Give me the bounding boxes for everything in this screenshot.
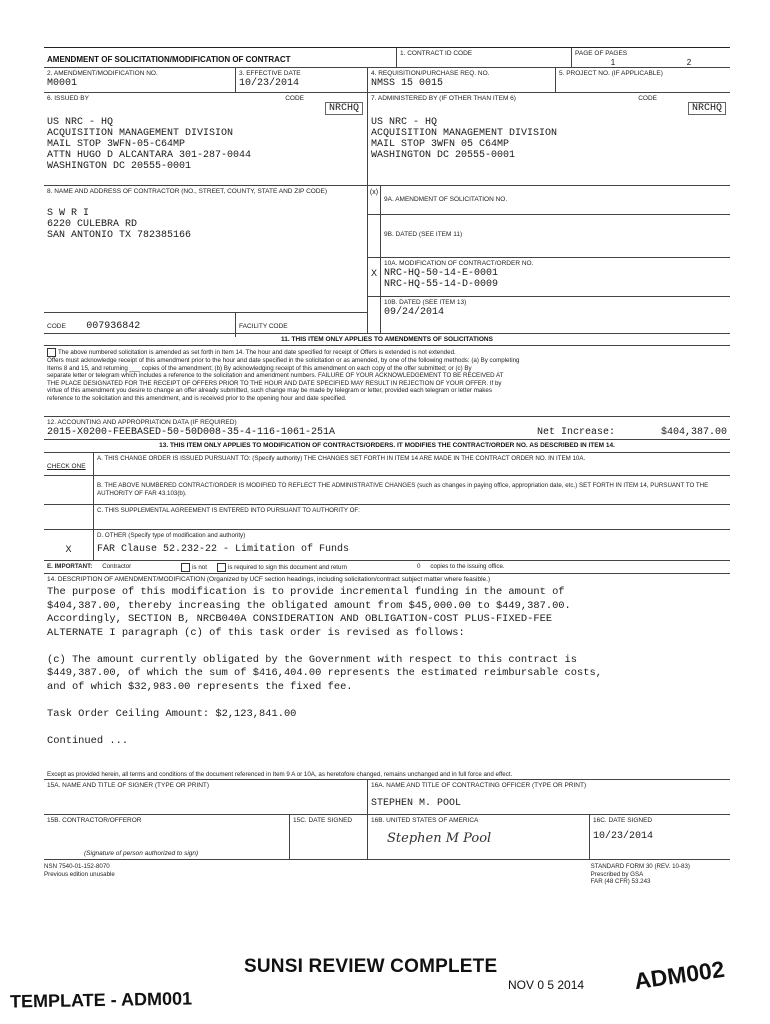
item-11-line: reference to the solicitation and this amendment, and is received prior to the opening hour and date specified. [47, 394, 347, 402]
dated-10b-label: 10B. DATED (SEE ITEM 13) [384, 299, 467, 306]
contract-id-code-label: 1. CONTRACT ID CODE [400, 50, 473, 57]
accounting-value: 2015-X0200-FEEBASED-50-50D008-35-4-116-1061-251A [47, 427, 336, 438]
row-8-10 [44, 186, 730, 334]
item-12 [44, 417, 730, 440]
item-13-c: C. THIS SUPPLEMENTAL AGREEMENT IS ENTERED INTO PURSUANT TO AUTHORITY OF: [97, 507, 360, 514]
nsn-text: NSN 7540-01-152-8070 [44, 863, 110, 870]
item-13-header: 13. THIS ITEM ONLY APPLIES TO MODIFICATION OF CONTRACTS/ORDERS. IT MODIFIES THE CONTRACT/ORDER NO. AS DESCRIBED IN ITEM 14. [159, 442, 615, 449]
modification-value-1: NRC-HQ-50-14-E-0001 [384, 268, 499, 279]
standard-form-text: STANDARD FORM 30 (REV. 10-83) [590, 863, 690, 870]
issued-code-value: NRCHQ [325, 102, 363, 115]
officer-name-value: STEPHEN M. POOL [371, 798, 462, 809]
contractor-word: Contractor [102, 563, 132, 570]
description-line [47, 694, 727, 708]
issued-line: WASHINGTON DC 20555-0001 [47, 161, 192, 172]
contractor-label: 8. NAME AND ADDRESS OF CONTRACTOR (NO., STREET, COUNTY, STATE AND ZIP CODE) [47, 188, 328, 195]
dated-9b-label: 9B. DATED (SEE ITEM 11) [384, 231, 463, 238]
signature-note: (Signature of person authorized to sign) [84, 850, 199, 857]
admin-code-value: NRCHQ [688, 102, 726, 115]
footer [44, 863, 730, 886]
requisition-value: NMSS 15 0015 [371, 78, 444, 89]
description-line: The purpose of this modification is to provide incremental funding in the amount of [47, 586, 565, 598]
contractor-code-value: 007936842 [86, 321, 141, 332]
item-13-a: A. THIS CHANGE ORDER IS ISSUED PURSUANT TO: (Specify authority) THE CHANGES SET FORTH IN ITEM 14 ARE MADE IN THE CONTRACT ORDER NO. IN ITEM 10A. [97, 455, 586, 462]
description-line: $449,387.00, of which the sum of $416,404.00 represents the estimated reimbursable costs, [47, 667, 602, 679]
net-increase-value: $404,387.00 [660, 427, 727, 438]
item-11-header: 11. THIS ITEM ONLY APPLIES TO AMENDMENTS OF SOLICITATIONS [281, 336, 493, 343]
issued-address [47, 117, 364, 172]
administered-by-label: 7. ADMINISTERED BY (IF OTHER THAN ITEM 6) [371, 95, 516, 102]
checkbox [181, 563, 190, 572]
page-of-pages-label: PAGE OF PAGES [575, 50, 628, 57]
is-not-text: is not [192, 564, 207, 572]
admin-line: US NRC - HQ [371, 117, 438, 128]
except-statement: Except as provided herein, all terms and conditions of the document referenced in Item 9 A or 10A, as heretofore changed, remains unchanged and in full force and effect. [47, 770, 513, 778]
far-text: FAR (48 CFR) 53.243 [590, 878, 651, 885]
header-row [44, 48, 730, 68]
issued-line: US NRC - HQ [47, 117, 114, 128]
important-label: E. IMPORTANT: [47, 563, 93, 570]
item-13-d-label: D. OTHER (Specify type of modification and authority) [97, 532, 246, 539]
item-13-b: B. THE ABOVE NUMBERED CONTRACT/ORDER IS MODIFIED TO REFLECT THE ADMINISTRATIVE CHANGES (such as changes in paying office, appropriation date, etc.) SET FORTH IN ITEM 14, PURSUANT TO THE AUTHORITY OF FAR 43.103(b). [97, 482, 709, 497]
description-line: Continued ... [47, 734, 129, 747]
issued-line: ACQUISITION MANAGEMENT DIVISION [47, 128, 234, 139]
amendment-no-label: 2. AMENDMENT/MODIFICATION NO. [47, 70, 158, 77]
requisition-label: 4. REQUISITION/PURCHASE REQ. NO. [371, 70, 490, 77]
item-e [44, 561, 730, 574]
template-stamp: TEMPLATE - ADM001 [9, 988, 193, 1012]
row-6-7 [44, 93, 730, 186]
description-line: (c) The amount currently obligated by the Government with respect to this contract is [47, 653, 578, 666]
date-signed-16c-label: 16C. DATE SIGNED [593, 817, 653, 824]
item-11-body [44, 346, 730, 417]
adm-stamp: ADM002 [632, 955, 727, 995]
signer-names [44, 780, 730, 815]
modification-label: 10A. MODIFICATION OF CONTRACT/ORDER NO. [384, 260, 534, 267]
signer-name-label: 15A. NAME AND TITLE OF SIGNER (TYPE OR PRINT) [47, 782, 210, 789]
contractor-code-label: CODE [47, 323, 66, 330]
admin-code-label: CODE [638, 95, 657, 102]
admin-line: ACQUISITION MANAGEMENT DIVISION [371, 128, 558, 139]
signature-row [44, 815, 730, 860]
description-line: ALTERNATE I paragraph (c) of this task order is revised as follows: [47, 626, 465, 639]
contractor-line: S W R I [47, 208, 90, 219]
previous-edition-text: Previous edition unusable [44, 870, 115, 878]
item-13-d-value: FAR Clause 52.232-22 - Limitation of Funds [97, 543, 350, 555]
description-line: $404,387.00, thereby increasing the obligated amount from $45,000.00 to $449,387.00. [47, 599, 571, 612]
net-increase-label: Net Increase: [536, 427, 615, 438]
usa-label: 16B. UNITED STATES OF AMERICA [371, 817, 479, 824]
effective-date-label: 3. EFFECTIVE DATE [239, 70, 301, 77]
effective-date-value: 10/23/2014 [239, 78, 300, 89]
item-11-line: virtue of this amendment you desire to change an offer already submitted, such change may be made by telegram or letter, provided each telegram or letter makes [47, 387, 492, 394]
prescribed-text: Prescribed by GSA [590, 870, 644, 878]
row-2-5 [44, 68, 730, 93]
description-line [47, 721, 727, 735]
sunsi-stamp: SUNSI REVIEW COMPLETE [244, 956, 498, 977]
contractor-block [44, 186, 368, 333]
issued-line: ATTN HUGO D ALCANTARA 301-287-0044 [47, 150, 252, 161]
mod-check-mark: X [368, 258, 381, 296]
form-sf30 [44, 47, 730, 886]
description-body [47, 586, 727, 748]
item-11-line: separate letter or telegram which includes a reference to the solicitation and amendment numbers. FAILURE OF YOUR ACKNOWLEDGEMENT TO BE RECEIVED AT [47, 372, 504, 379]
admin-line: MAIL STOP 3WFN 05 C64MP [371, 139, 510, 150]
issued-by-label: 6. ISSUED BY [47, 95, 89, 102]
facility-code-label: FACILITY CODE [239, 323, 288, 330]
pages-total: 2 [686, 58, 692, 67]
form-title: AMENDMENT OF SOLICITATION/MODIFICATION OF CONTRACT [47, 55, 291, 64]
description-label: 14. DESCRIPTION OF AMENDMENT/MODIFICATION (Organized by UCF section headings, including solicitation/contract subject matter where feasible.) [47, 576, 491, 583]
issued-code-label: CODE [285, 95, 304, 102]
modification-refs: (x) 9A. AMENDMENT OF SOLICITATION NO. 9B. DATED (SEE ITEM 11) X 10A. MODIFICATION OF CONTRACT/ORDER NO. NRC-HQ-50-14-E-0001 NRC-HQ-55-14-D-0009 10B. DATED (SEE ITEM 13) 09/24/2014 [368, 186, 730, 333]
admin-line: WASHINGTON DC 20555-0001 [371, 150, 516, 161]
accounting-label: 12. ACCOUNTING AND APPROPRIATION DATA (IF REQUIRED) [47, 419, 237, 426]
description-line: and of which $32,983.00 represents the fixed fee. [47, 680, 353, 693]
is-required-text: is required to sign this document and return [227, 564, 347, 572]
date-stamp: NOV 0 5 2014 [508, 978, 585, 992]
contractor-line: 6220 CULEBRA RD [47, 219, 138, 230]
issued-by-block [44, 93, 368, 185]
item-11-line: The above numbered solicitation is amended as set forth in Item 14. The hour and date specified for receipt of Offers is extended is not extended. [58, 349, 456, 357]
administered-by-block [368, 93, 730, 185]
officer-signature: Stephen M Pool [387, 831, 492, 846]
amend-solicitation-label: 9A. AMENDMENT OF SOLICITATION NO. [384, 196, 508, 203]
page-number: 1 [610, 58, 616, 67]
copies-text: copies to the issuing office. [430, 563, 505, 570]
item-14 [44, 574, 730, 780]
check-one-label: CHECK ONE [47, 463, 86, 470]
item-11-line: Items 8 and 15, and returning ___ copies of the amendment; (b) By acknowledging receipt of this amendment on each copy of the offer submitted; or (c) By [47, 364, 472, 372]
item-11-line: THE PLACE DESIGNATED FOR THE RECEIPT OF OFFERS PRIOR TO THE HOUR AND DATE SPECIFIED MAY RESULT IN REJECTION OF YOUR OFFER. If by [47, 379, 502, 387]
officer-name-label: 16A. NAME AND TITLE OF CONTRACTING OFFICER (TYPE OR PRINT) [371, 782, 587, 789]
item-11-line: Offers must acknowledge receipt of this amendment prior to the hour and date specified in the solicitation or as amended, by one of the following methods: (a) By completing [47, 357, 520, 364]
description-line: Accordingly, SECTION B, NRCB040A CONSIDERATION AND OBLIGATION-COST PLUS-FIXED-FEE [47, 613, 553, 625]
contractor-line: SAN ANTONIO TX 782385166 [47, 230, 192, 241]
contractor-offeror-label: 15B. CONTRACTOR/OFFEROR [47, 817, 142, 824]
item-13-d-mark: X [44, 530, 94, 560]
issued-line: MAIL STOP 3WFN-05-C64MP [47, 139, 186, 150]
modification-value-2: NRC-HQ-55-14-D-0009 [384, 279, 499, 290]
admin-address [371, 117, 727, 161]
checkbox [217, 563, 226, 572]
project-no-label: 5. PROJECT NO. (IF APPLICABLE) [559, 70, 663, 77]
dated-10b-value: 09/24/2014 [384, 307, 445, 318]
checkbox [47, 348, 56, 357]
date-signed-15c-label: 15C. DATE SIGNED [293, 817, 353, 824]
description-line [47, 640, 727, 654]
date-signed-16c-value: 10/23/2014 [593, 831, 654, 842]
copies-count: 0 [416, 563, 421, 570]
description-line: Task Order Ceiling Amount: $2,123,841.00 [47, 707, 297, 720]
amendment-no-value: M0001 [47, 78, 78, 89]
